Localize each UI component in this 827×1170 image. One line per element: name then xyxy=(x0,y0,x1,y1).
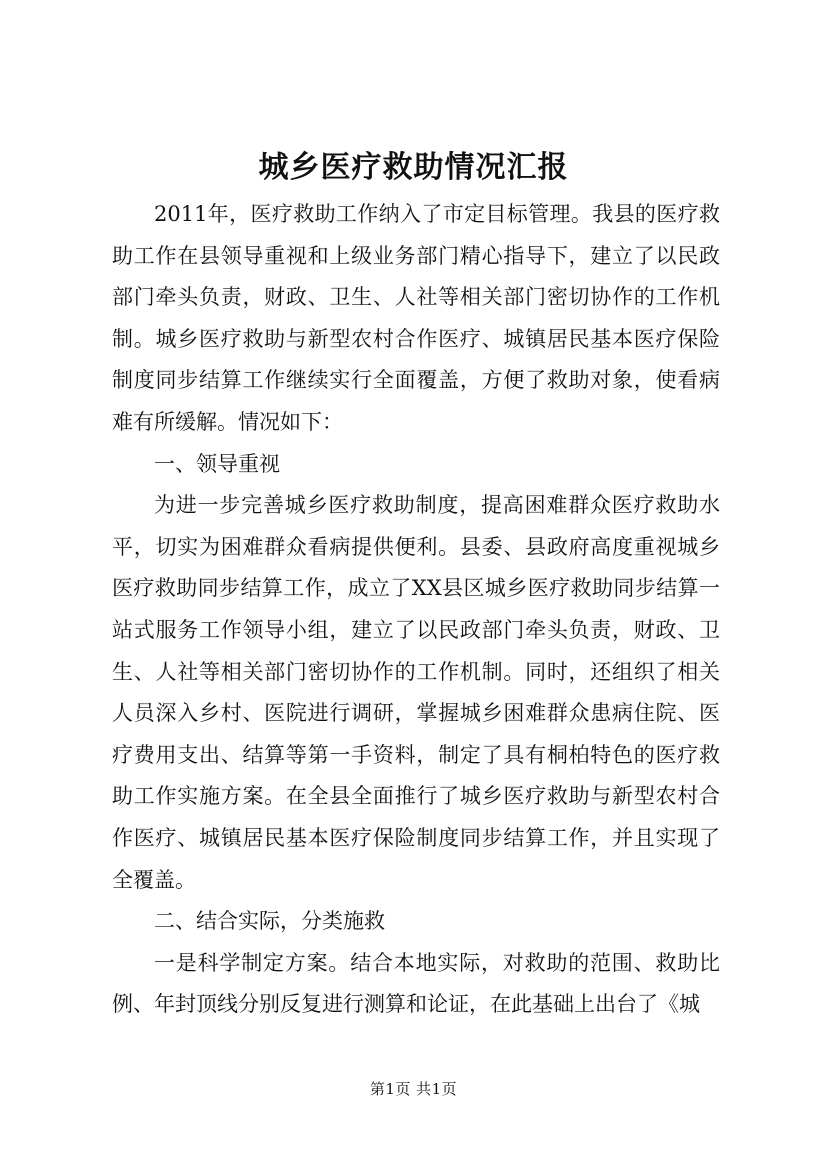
document-title: 城乡医疗救助情况汇报 xyxy=(258,150,569,185)
section-heading-classified-aid: 二、结合实际，分类施救 xyxy=(154,909,385,934)
page-footer: 第1页 共1页 xyxy=(369,1080,458,1098)
paragraph-intro: 2011年，医疗救助工作纳入了市定目标管理。我县的医疗救助工作在县领导重视和上级业务部门精心指导下，建立了以民政部门牵头负责，财政、卫生、人社等相关部门密切协作的工作机制。城乡医疗救助与新型农村合作医疗、城镇居民基本医疗保险制度同步结算工作继续实行全面覆盖，方便了救助对象，使看病难有所缓解。情况如下： xyxy=(112,202,720,434)
section-heading-leadership: 一、领导重视 xyxy=(154,451,280,476)
paragraph-leadership: 为进一步完善城乡医疗救助制度，提高困难群众医疗救助水平，切实为困难群众看病提供便利。县委、县政府高度重视城乡医疗救助同步结算工作，成立了XX县区城乡医疗救助同步结算一站式服务工作领导小组，建立了以民政部门牵头负责，财政、卫生、人社等相关部门密切协作的工作机制。同时，还组织了相关人员深入乡村、医院进行调研，掌握城乡困难群众患病住院、医疗费用支出、结算等第一手资料，制定了具有桐柏特色的医疗救助工作实施方案。在全县全面推行了城乡医疗救助与新型农村合作医疗、城镇居民基本医疗保险制度同步结算工作，并且实现了全覆盖。 xyxy=(112,493,720,892)
document-body xyxy=(112,194,720,1026)
paragraph-scheme: 一是科学制定方案。结合本地实际，对救助的范围、救助比例、年封顶线分别反复进行测算和论证，在此基础上出台了《城 xyxy=(112,950,720,1017)
